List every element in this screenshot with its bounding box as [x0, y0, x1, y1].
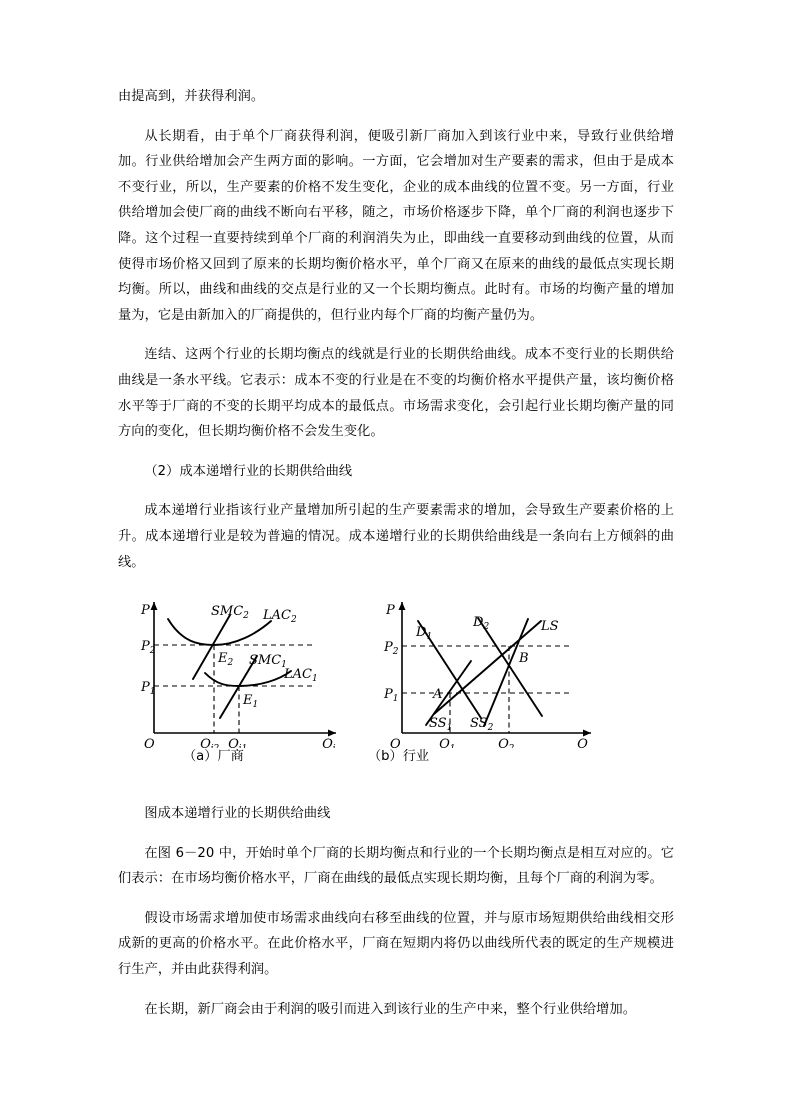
paragraph-9: 在长期，新厂商会由于利润的吸引而进入到该行业的生产中来，整个行业供给增加。	[144, 1001, 637, 1017]
point-label-b: B	[519, 651, 529, 667]
paragraph-4-heading: （2）成本递增行业的长期供给曲线	[144, 463, 353, 479]
paragraph-2: 从长期看，由于单个厂商获得利润，便吸引新厂商加入到该行业中来，导致行业供给增加。行业供给增加会产生两方面的影响。一方面，它会增加对生产要素的需求，但由于是成本不变行业，所以，生产要素的价格不发生变化，企业的成本曲线的位置不变。另一方面，行业供给增加会使厂商的曲线不断向右平移，随之，市场价格逐步下降，单个厂商的利润也逐步下降。这个过程一直要持续到单个厂商的利润消失为止，即曲线一直要移动到曲线的位置，从而使得市场价格又回到了原来的长期均衡价格水平，单个厂商又在原来的曲线的最低点实现长期均衡。所以，曲线和曲线的交点是行业的又一个长期均衡点。此时有。市场的均衡产量的增加量为，它是由新加入的厂商提供的，但行业内每个厂商的均衡产量仍为。	[118, 128, 674, 323]
tick-label-q2: Q	[498, 737, 509, 749]
figure-caption-a: （a）厂商	[183, 749, 244, 765]
figure-captions	[118, 746, 674, 774]
tick-label-p2: $P_2$	[141, 639, 156, 657]
point-label-a: A	[433, 687, 443, 703]
curve-label-lac2: $LAC_2$	[263, 608, 297, 626]
curve-label-d2: $D_2$	[473, 615, 490, 633]
curve-label-smc1: $SMC_1$	[249, 653, 287, 671]
point-label-e2: $E_2$	[218, 651, 234, 669]
axis-label-qi: Q	[322, 737, 333, 749]
figure-spacer	[118, 575, 674, 588]
curve-label-smc2: $SMC_2$	[211, 604, 249, 622]
origin-label: O	[144, 737, 155, 749]
chart-industry	[376, 588, 626, 748]
paragraph-spacer	[118, 892, 674, 906]
figure-long-run-supply	[118, 588, 674, 788]
reference-lines	[154, 645, 314, 733]
axes	[399, 602, 592, 737]
paragraph-3: 连结、这两个行业的长期均衡点的线就是行业的长期供给曲线。成本不变行业的长期供给曲线是一条水平线。它表示：成本不变的行业是在不变的均衡价格水平提供产量，该均衡价格水平等于厂商的不变的长期平均成本的最低点。市场需求变化，会引起行业长期均衡产量的同方向的变化，但长期均衡价格不会发生变化。	[118, 347, 674, 440]
figure-caption-b: （b）行业	[368, 749, 430, 765]
curve-label-d1: $D_1$	[416, 625, 433, 643]
paragraph-spacer	[118, 983, 674, 997]
tick-label-qi2: Q	[200, 737, 211, 749]
tick-label-p1: $P_1$	[141, 680, 156, 698]
curve-label-ss1: $SS_1$	[429, 716, 453, 734]
curve-label-lac1: $LAC_1$	[284, 667, 318, 685]
figure-title: 图成本递增行业的长期供给曲线	[144, 806, 331, 822]
axis-label-p: P	[386, 603, 395, 619]
tick-label-p2: $P_2$	[384, 640, 399, 658]
curve-label-ls: LS	[541, 619, 559, 635]
page-content	[118, 84, 674, 1022]
chart-industry-svg	[376, 588, 626, 748]
chart-firm	[132, 588, 367, 748]
curve-lac1	[205, 671, 291, 686]
paragraph-spacer	[118, 445, 674, 459]
figure-charts-row	[118, 588, 674, 748]
curve-label-ss2: $SS_2$	[470, 716, 494, 734]
figure-spacer	[118, 788, 674, 801]
tick-label-qi1: Q	[228, 737, 239, 749]
chart-firm-svg	[132, 588, 367, 748]
paragraph-spacer	[118, 328, 674, 342]
tick-label-q1: Q	[439, 737, 450, 749]
curve-ls	[434, 621, 541, 714]
paragraph-7: 在图 6－20 中，开始时单个厂商的长期均衡点和行业的一个长期均衡点是相互对应的。它们表示：在市场均衡价格水平，厂商在曲线的最低点实现长期均衡，且每个厂商的利润为零。	[118, 845, 674, 887]
axis-label-p: P	[141, 603, 150, 619]
paragraph-spacer	[118, 484, 674, 498]
paragraph-spacer	[118, 110, 674, 124]
paragraph-1: 由提高到，并获得利润。	[118, 89, 265, 104]
point-label-e1: $E_1$	[243, 693, 259, 711]
curve-smc2	[193, 615, 230, 679]
paragraph-8: 假设市场需求增加使市场需求曲线向右移至曲线的位置，并与原市场短期供给曲线相交形成新的更高的价格水平。在此价格水平，厂商在短期内将仍以曲线所代表的既定的生产规模进行生产，并由此获得利润。	[118, 910, 674, 978]
curve-ss2	[484, 619, 528, 726]
origin-label: O	[390, 737, 401, 749]
tick-label-p1: $P_1$	[384, 687, 399, 705]
axis-label-q: Q	[577, 737, 588, 749]
paragraph-spacer	[118, 827, 674, 841]
paragraph-5: 成本递增行业指该行业产量增加所引起的生产要素需求的增加，会导致生产要素价格的上升。成本递增行业是较为普遍的情况。成本递增行业的长期供给曲线是一条向右上方倾斜的曲线。	[118, 503, 674, 570]
